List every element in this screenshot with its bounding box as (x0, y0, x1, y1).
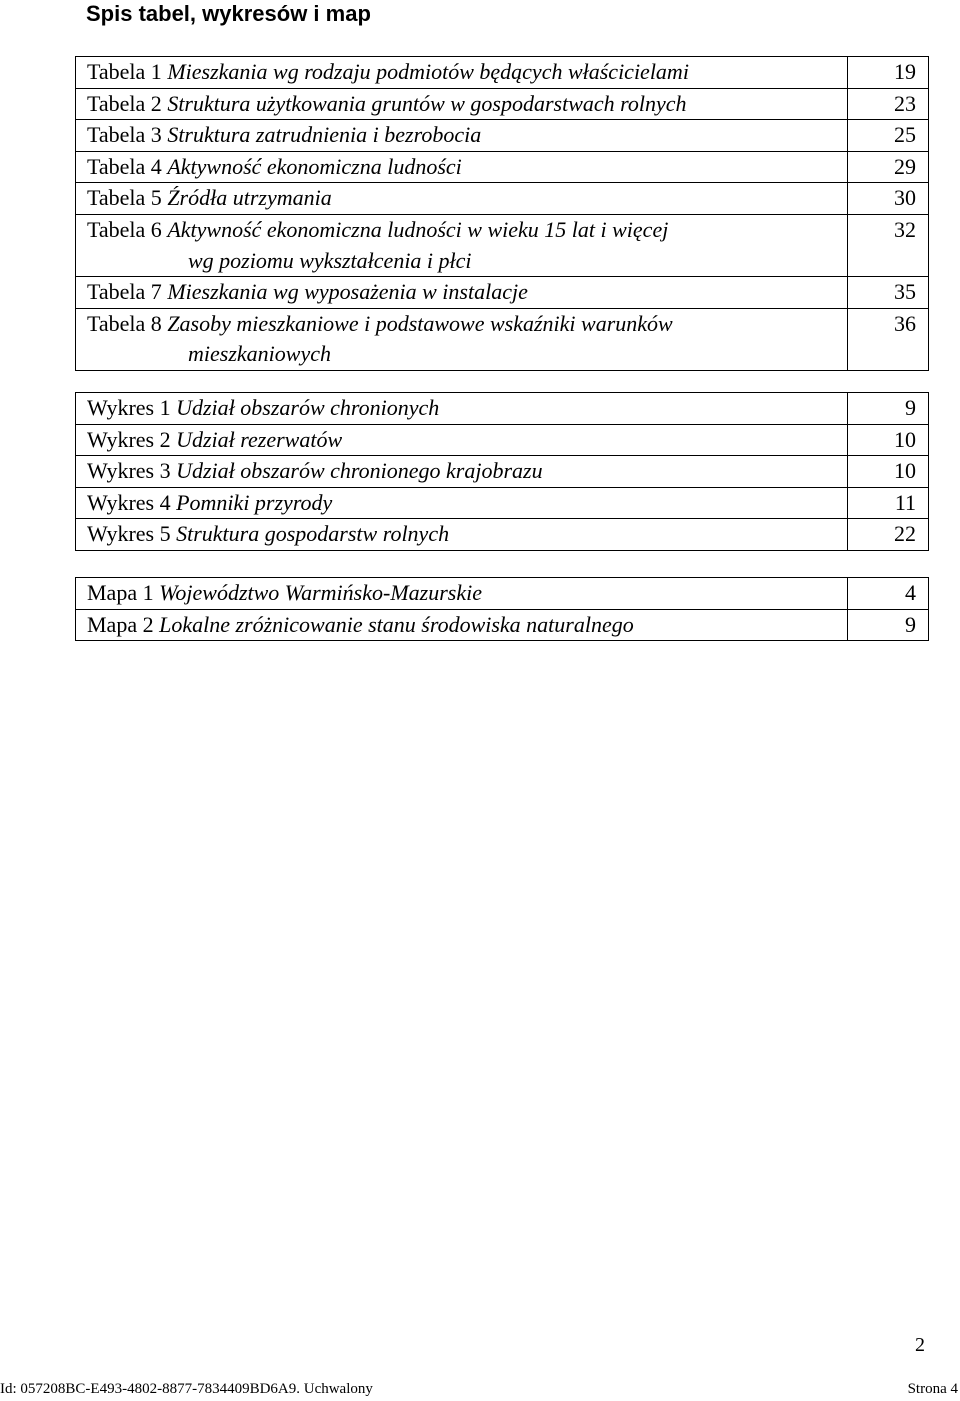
entry-description: Struktura zatrudnienia i bezrobocia (167, 122, 482, 148)
entry-prefix: Tabela 6 (87, 216, 162, 242)
entry-prefix: Tabela 1 (87, 59, 162, 84)
entry-page: 10 (848, 424, 929, 456)
entry-label (76, 578, 848, 610)
entry-description-continued: wg poziomu wykształcenia i płci (188, 247, 472, 273)
charts-list (75, 392, 929, 551)
entry-label (76, 57, 848, 89)
entry-description: Województwo Warmińsko-Mazurskie (159, 580, 482, 605)
table-row[interactable] (76, 609, 929, 641)
entry-label (76, 424, 848, 456)
entry-page: 22 (848, 519, 929, 551)
page-title: Spis tabel, wykresów i map (86, 1, 371, 26)
entry-page: 35 (848, 277, 929, 309)
table-row[interactable] (76, 151, 929, 183)
table-row[interactable] (76, 487, 929, 519)
entry-page: 32 (848, 214, 929, 276)
table-row[interactable] (76, 120, 929, 152)
entry-description: Udział obszarów chronionych (176, 395, 440, 420)
entry-label (76, 519, 848, 551)
entry-prefix: Tabela 7 (87, 279, 162, 305)
sheet-number: Strona 4 (907, 1381, 958, 1397)
entry-prefix: Mapa 1 (87, 580, 154, 605)
entry-page: 9 (848, 393, 929, 425)
table-row[interactable] (76, 308, 929, 370)
table-row[interactable] (76, 88, 929, 120)
page-number: 2 (915, 1334, 925, 1356)
entry-description: Aktywność ekonomiczna ludności (167, 153, 462, 179)
entry-description: Udział obszarów chronionego krajobrazu (176, 458, 543, 483)
entry-label (76, 308, 848, 370)
entry-page: 29 (848, 151, 929, 183)
entry-label (76, 183, 848, 215)
table-row[interactable] (76, 424, 929, 456)
entry-prefix: Wykres 5 (87, 521, 171, 546)
table-row[interactable] (76, 393, 929, 425)
document-id: Id: 057208BC-E493-4802-8877-7834409BD6A9. Uchwalony (0, 1381, 373, 1397)
entry-prefix: Wykres 4 (87, 489, 171, 515)
entry-label (76, 277, 848, 309)
entry-description-continued: mieszkaniowych (188, 341, 331, 367)
entry-prefix: Tabela 5 (87, 185, 162, 211)
entry-description: Struktura gospodarstw rolnych (176, 521, 450, 546)
entry-description: Źródła utrzymania (167, 185, 332, 211)
entry-page: 36 (848, 308, 929, 370)
entry-prefix: Wykres 1 (87, 395, 171, 420)
entry-description: Udział rezerwatów (176, 426, 343, 452)
entry-label (76, 609, 848, 641)
entry-label (76, 487, 848, 519)
entry-label (76, 393, 848, 425)
entry-prefix: Tabela 2 (87, 90, 162, 116)
entry-prefix: Tabela 3 (87, 122, 162, 148)
entry-label (76, 214, 848, 276)
entry-prefix: Wykres 3 (87, 458, 171, 483)
entry-description: Aktywność ekonomiczna ludności w wieku 15 lat i więcej (167, 216, 669, 242)
entry-label (76, 456, 848, 488)
entry-description: Lokalne zróżnicowanie stanu środowiska naturalnego (159, 611, 634, 637)
entry-prefix: Mapa 2 (87, 611, 154, 637)
entry-prefix: Tabela 8 (87, 310, 162, 336)
maps-list (75, 577, 929, 641)
entry-description: Pomniki przyrody (176, 489, 333, 515)
entry-description: Struktura użytkowania gruntów w gospodarstwach rolnych (167, 90, 687, 116)
entry-label (76, 88, 848, 120)
entry-page: 9 (848, 609, 929, 641)
entry-page: 10 (848, 456, 929, 488)
entry-prefix: Tabela 4 (87, 153, 162, 179)
entry-label (76, 151, 848, 183)
entry-prefix: Wykres 2 (87, 426, 171, 452)
entry-page: 23 (848, 88, 929, 120)
entry-page: 25 (848, 120, 929, 152)
entry-page: 30 (848, 183, 929, 215)
entry-label (76, 120, 848, 152)
table-row[interactable] (76, 578, 929, 610)
table-row[interactable] (76, 183, 929, 215)
table-row[interactable] (76, 277, 929, 309)
entry-page: 4 (848, 578, 929, 610)
entry-description: Mieszkania wg rodzaju podmiotów będących właścicielami (167, 59, 689, 84)
entry-page: 11 (848, 487, 929, 519)
table-row[interactable] (76, 456, 929, 488)
tables-list (75, 56, 929, 371)
entry-description: Zasoby mieszkaniowe i podstawowe wskaźniki warunków (167, 310, 673, 336)
table-row[interactable] (76, 57, 929, 89)
entry-page: 19 (848, 57, 929, 89)
table-row[interactable] (76, 519, 929, 551)
entry-description: Mieszkania wg wyposażenia w instalacje (167, 279, 528, 305)
table-row[interactable] (76, 214, 929, 276)
